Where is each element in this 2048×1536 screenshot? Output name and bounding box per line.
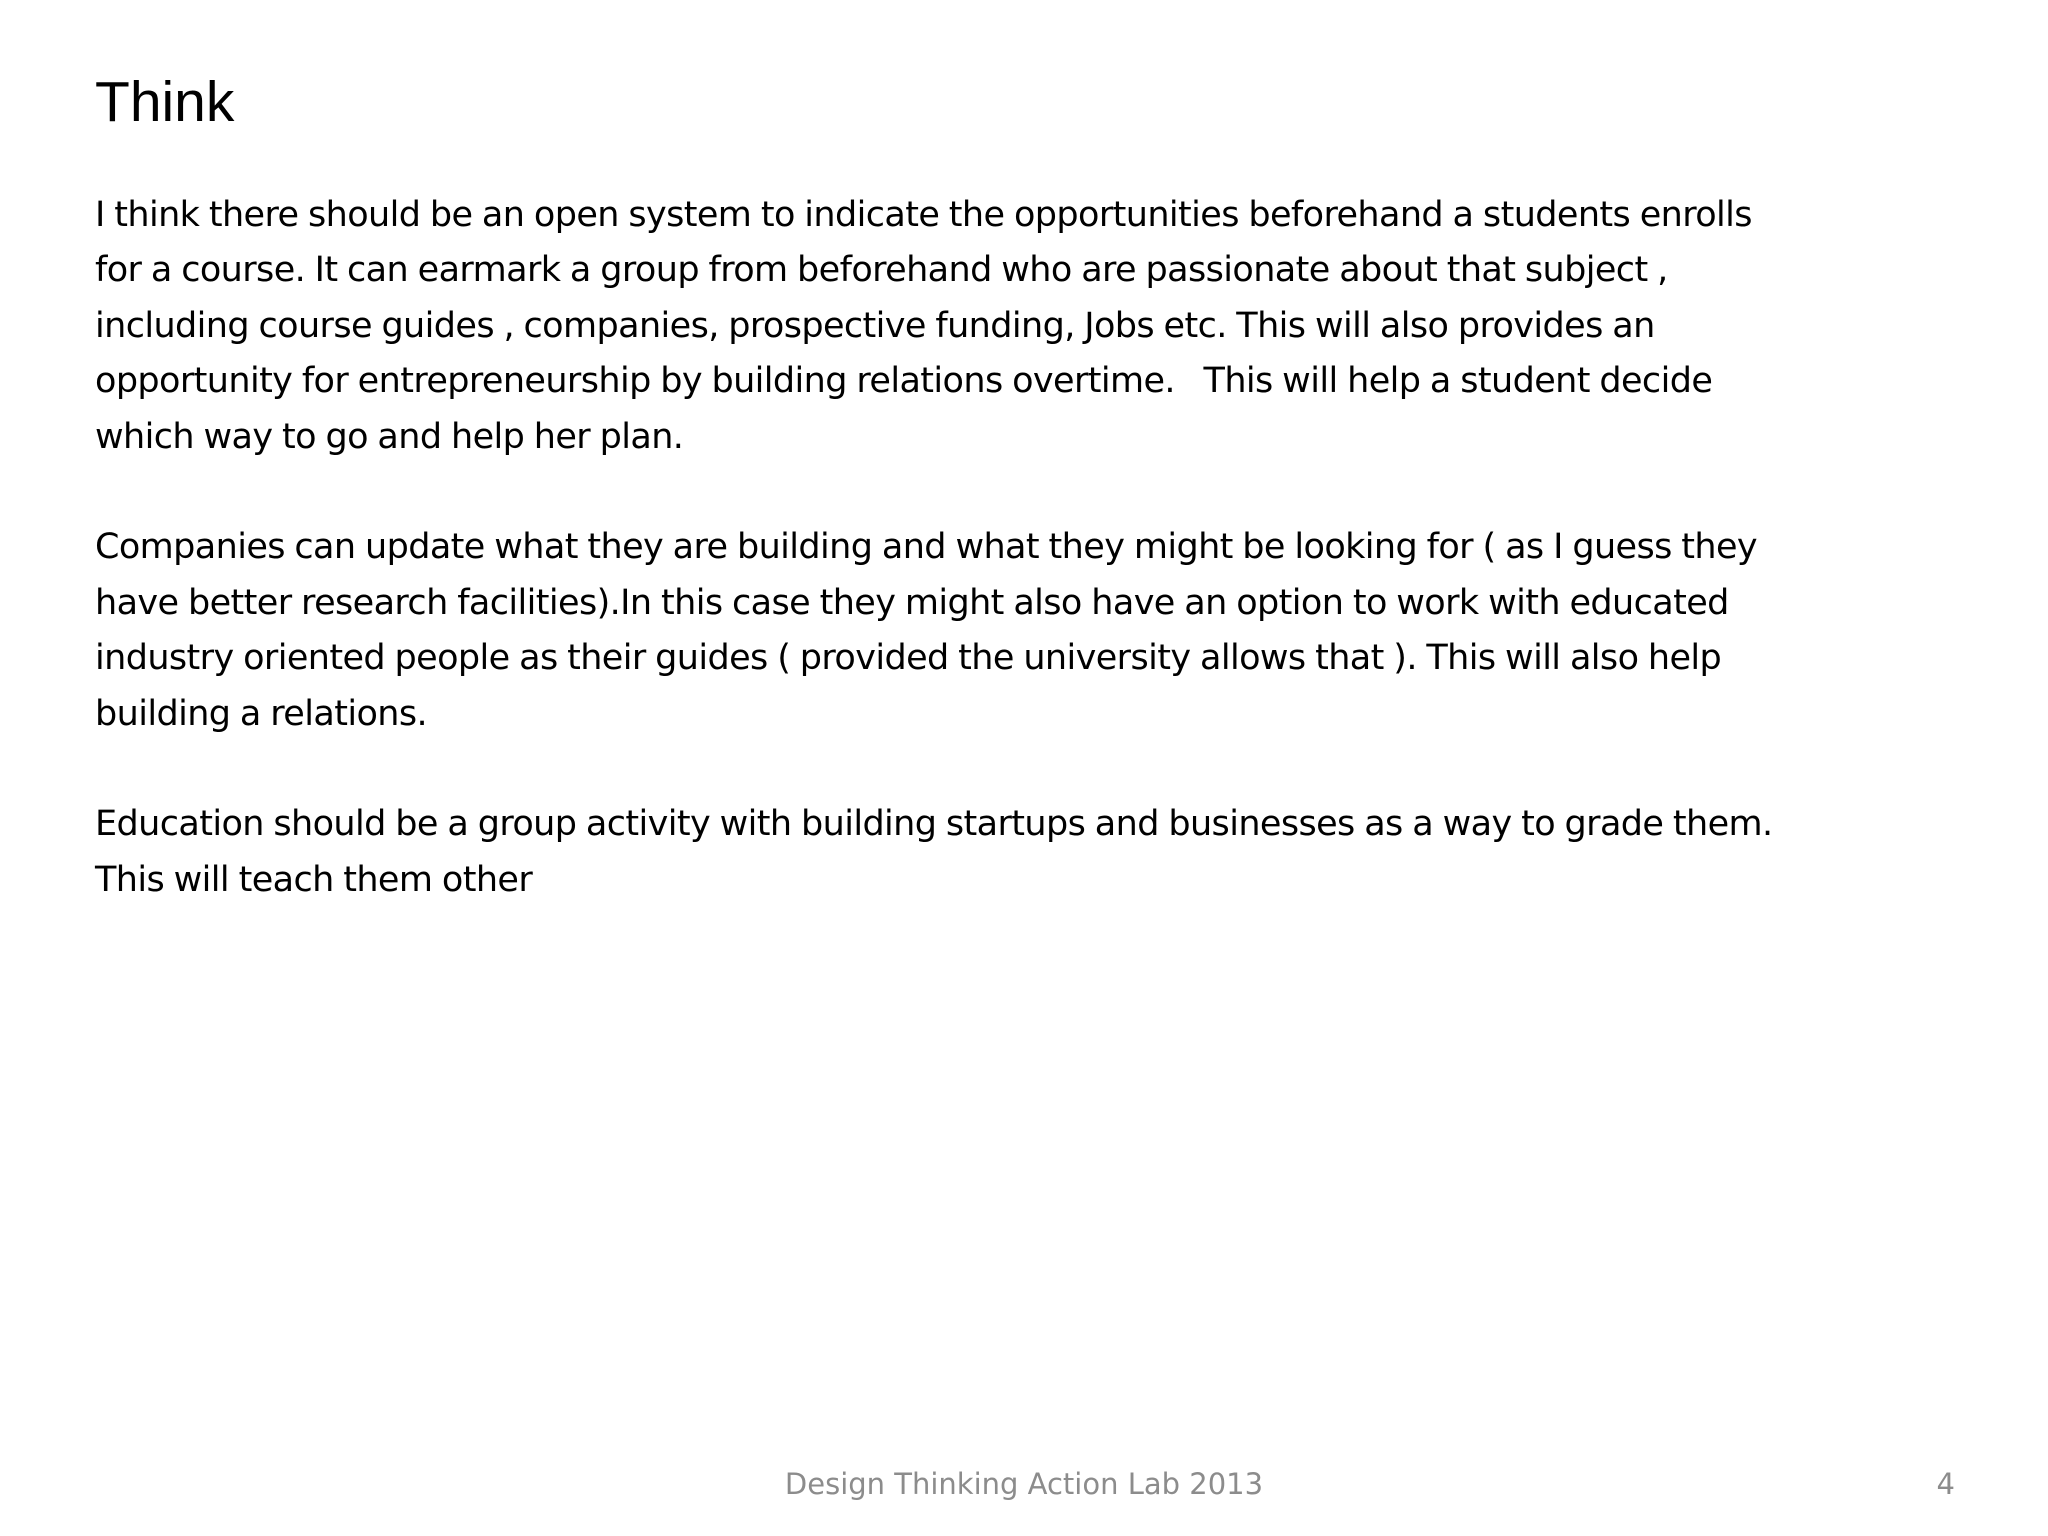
paragraph-line: industry oriented people as their guides ( provided the university allows that ). This will also help (95, 638, 1722, 679)
slide-body (95, 188, 1975, 908)
paragraph-line: opportunity for entrepreneurship by building relations overtime. This will help a student decide (95, 361, 1713, 402)
paragraph-spacer (95, 742, 1975, 797)
paragraph-line: have better research facilities).In this case they might also have an option to work with educated (95, 582, 1729, 623)
paragraph-3 (95, 797, 1975, 908)
paragraph-line: This will teach them other (95, 859, 533, 900)
paragraph-line: building a relations. (95, 693, 428, 734)
paragraph-line: including course guides , companies, prospective funding, Jobs etc. This will also provides an (95, 305, 1655, 346)
paragraph-1 (95, 188, 1975, 465)
slide-title: Think (95, 70, 235, 134)
paragraph-line: for a course. It can earmark a group from beforehand who are passionate about that subject , (95, 250, 1668, 291)
paragraph-line: Companies can update what they are building and what they might be looking for ( as I guess they (95, 527, 1758, 568)
paragraph-line: I think there should be an open system to indicate the opportunities beforehand a students enrolls (95, 195, 1752, 235)
paragraph-2 (95, 520, 1975, 742)
paragraph-line: which way to go and help her plan. (95, 416, 684, 457)
page-number: 4 (1936, 1467, 1955, 1501)
paragraph-line: Education should be a group activity with building startups and businesses as a way to grade them. (95, 804, 1773, 845)
slide-footer: Design Thinking Action Lab 2013 (784, 1467, 1264, 1501)
paragraph-spacer (95, 465, 1975, 520)
